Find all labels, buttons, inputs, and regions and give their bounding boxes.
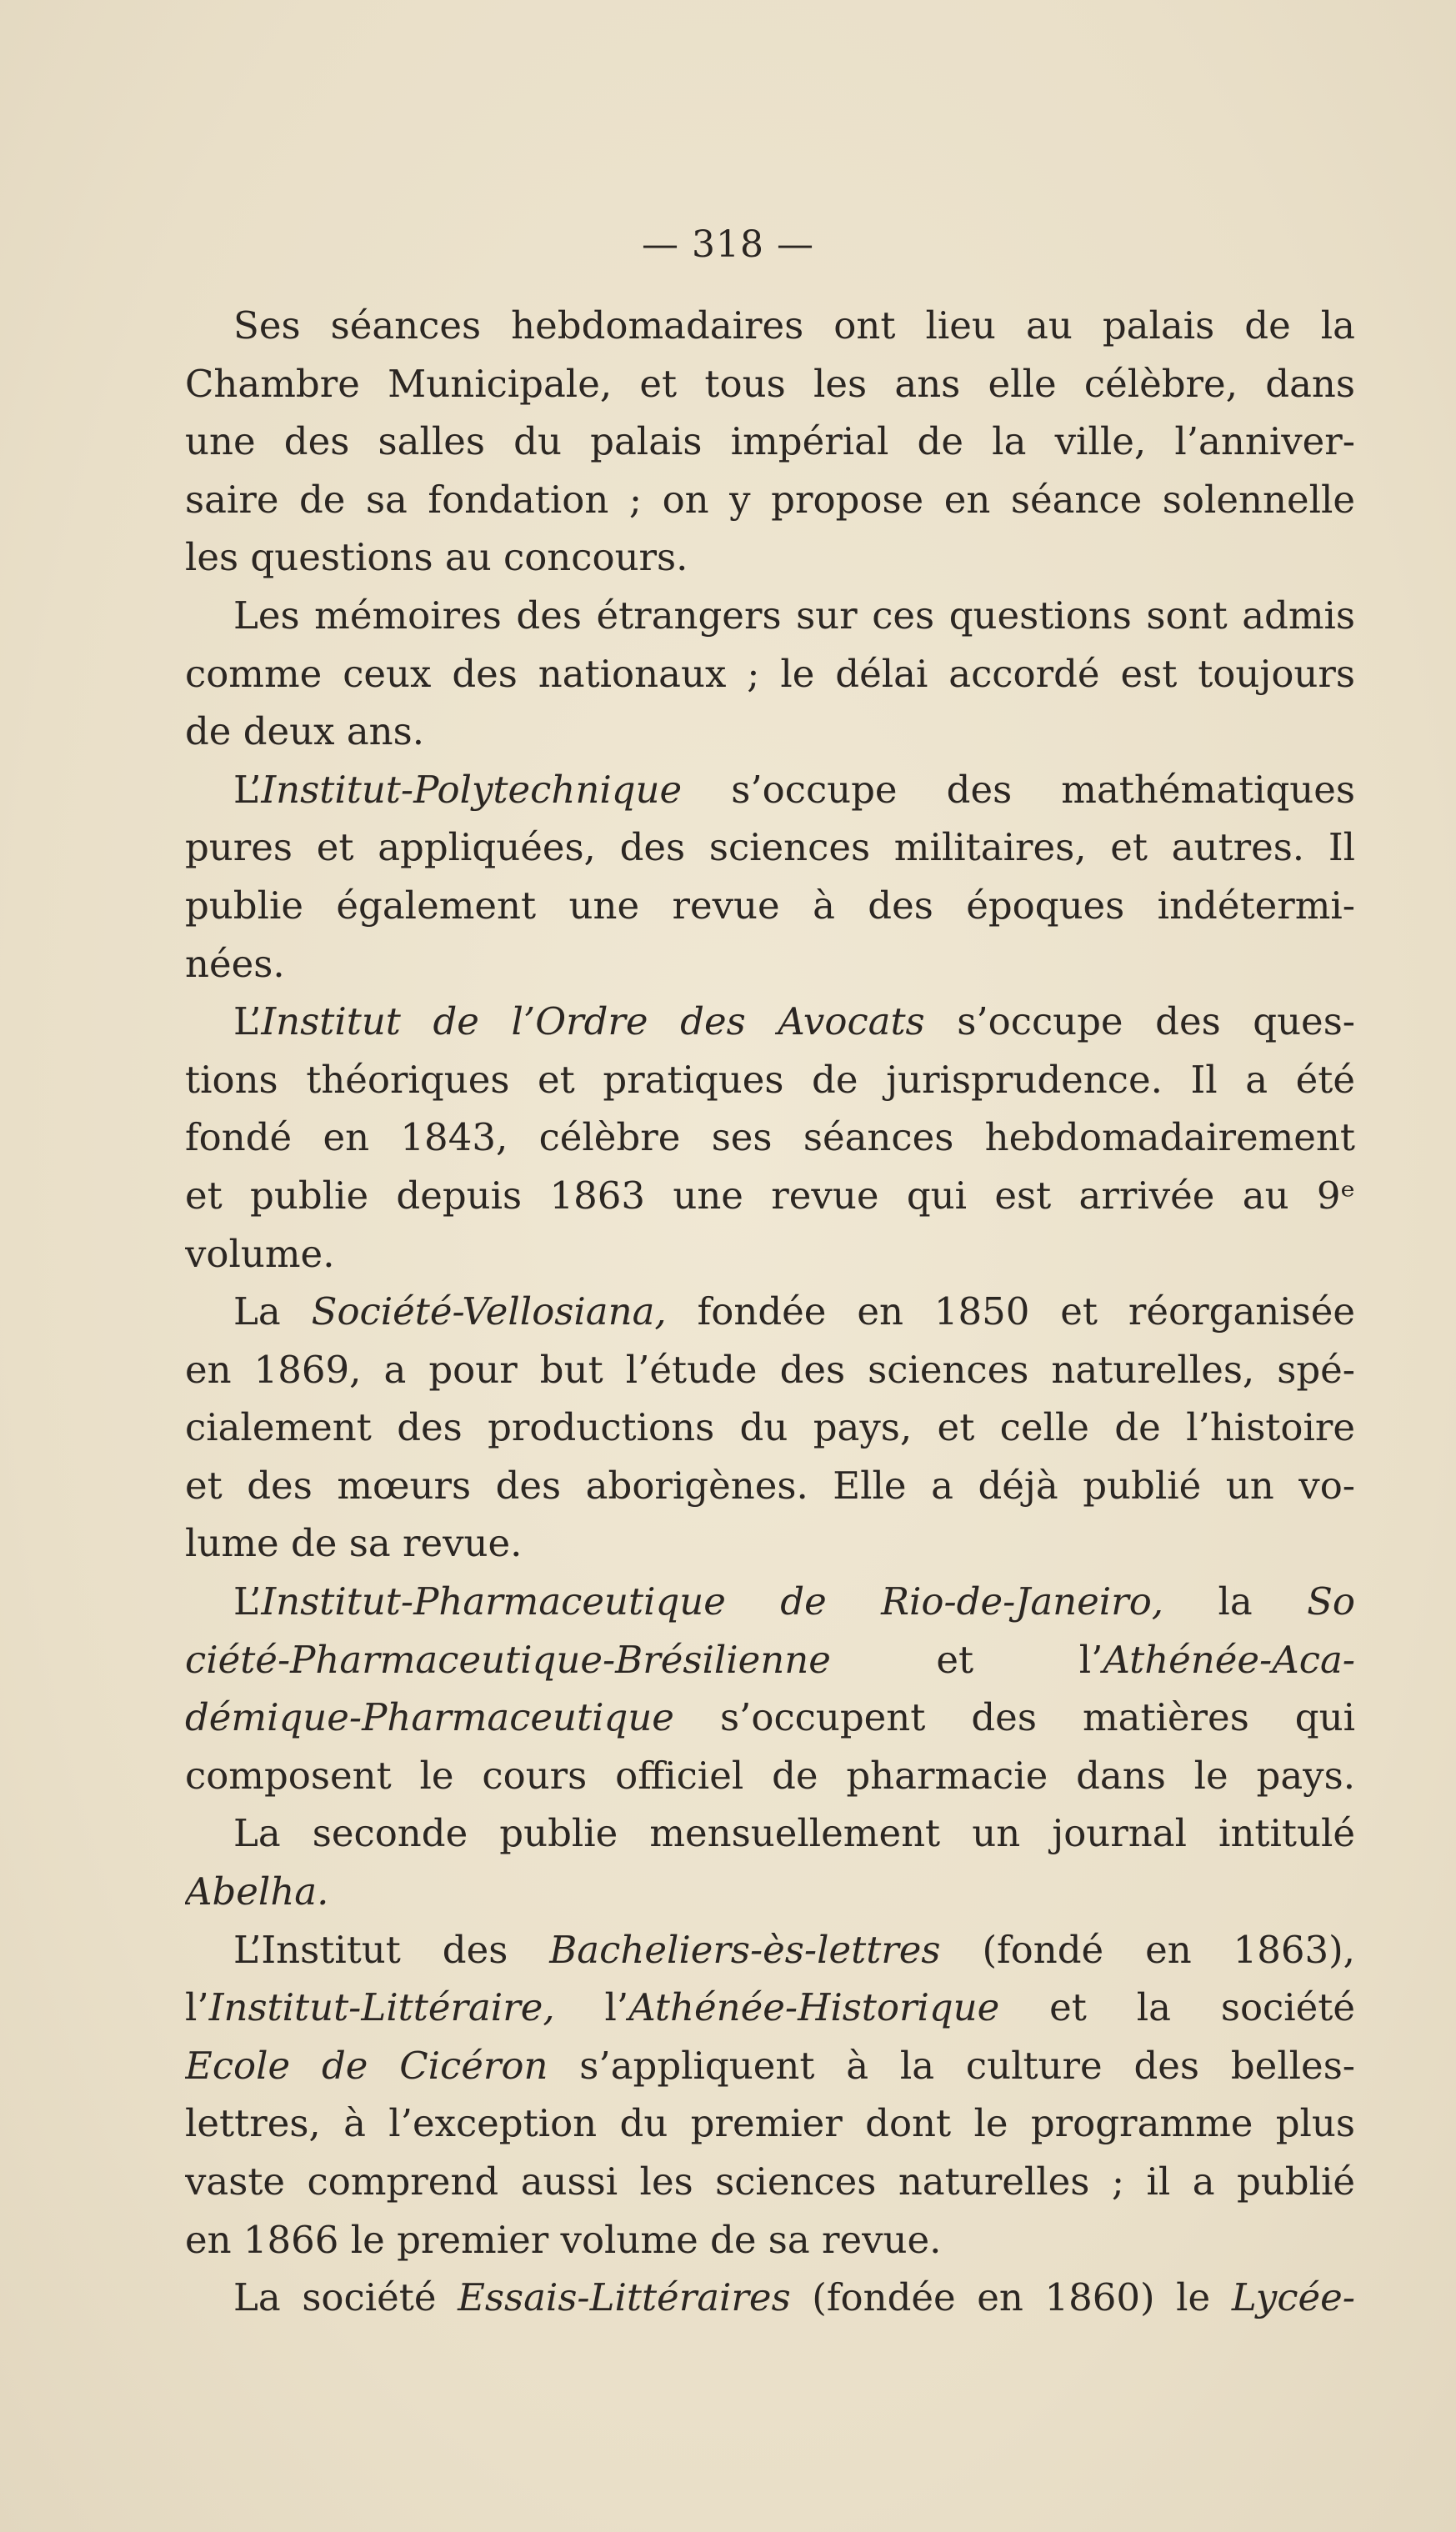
text-segment: La société (233, 2275, 458, 2320)
text-segment: fondé en 1843, célèbre ses séances hebdomadairement (185, 1115, 1355, 1160)
text-segment: Ses séances hebdomadaires ont lieu au palais de la (233, 303, 1355, 348)
text-segment: (fondée en 1860) le (790, 2275, 1232, 2320)
text-line (185, 703, 1355, 761)
text-line (185, 1804, 1355, 1863)
text-line (185, 355, 1355, 413)
text-segment: de deux ans. (185, 709, 425, 754)
italic-text: Abelha. (185, 1869, 329, 1914)
text-line (185, 2269, 1355, 2327)
text-segment: composent le cours officiel de pharmacie dans le pays. (185, 1753, 1355, 1798)
text-segment: La seconde publie mensuellement un journal intitulé (233, 1811, 1355, 1856)
italic-text: Institut-Littéraire, (208, 1985, 555, 2030)
italic-text: Essais-Littéraires (458, 2275, 791, 2320)
text-segment: publie également une revue à des époques indétermi- (185, 883, 1355, 928)
text-line (185, 1457, 1355, 1515)
italic-text: ciété-Pharmaceutique-Brésilienne (185, 1637, 831, 1682)
text-line (185, 1747, 1355, 1805)
text-line (185, 587, 1355, 645)
text-segment: L’ (233, 1579, 262, 1624)
italic-text: So (1307, 1579, 1355, 1624)
text-segment: nées. (185, 941, 285, 986)
italic-text: Institut de l’Ordre des Avocats (261, 999, 925, 1044)
text-segment: et des mœurs des aborigènes. Elle a déjà publié un vo- (185, 1463, 1355, 1508)
text-line (185, 2211, 1355, 2269)
text-line (185, 1341, 1355, 1399)
text-segment: tions théoriques et pratiques de jurisprudence. Il a été (185, 1057, 1355, 1102)
text-segment: L’ (233, 767, 262, 812)
text-line (185, 1979, 1355, 2037)
text-segment: et l’ (830, 1637, 1103, 1682)
text-line (185, 1863, 1355, 1921)
text-segment: l’ (185, 1985, 209, 2030)
text-line (185, 1051, 1355, 1109)
italic-text: Ecole de Cicéron (185, 2043, 548, 2088)
italic-text: Athénée-Aca- (1103, 1637, 1355, 1682)
text-line (185, 2037, 1355, 2095)
text-segment: s’occupe des mathématiques (682, 767, 1355, 812)
text-segment: pures et appliquées, des sciences militaires, et autres. Il (185, 825, 1355, 870)
text-line (185, 645, 1355, 703)
italic-text: Institut-Polytechnique (261, 767, 683, 812)
text-segment: fondée en 1850 et réorganisée (666, 1289, 1355, 1334)
text-line (185, 761, 1355, 819)
text-line (185, 1689, 1355, 1747)
text-segment: lume de sa revue. (185, 1521, 523, 1566)
text-segment: La (233, 1289, 312, 1334)
text-segment: s’occupe des ques- (924, 999, 1355, 1044)
text-line (185, 2153, 1355, 2211)
text-segment: vaste comprend aussi les sciences naturelles ; il a publié (185, 2159, 1355, 2204)
text-line (185, 413, 1355, 471)
text-segment: l’ (554, 1985, 629, 2030)
text-segment: saire de sa fondation ; on y propose en séance solennelle (185, 477, 1355, 522)
text-segment: L’Institut des (233, 1927, 550, 1972)
text-line (185, 1399, 1355, 1457)
italic-text: Bacheliers-ès-lettres (549, 1927, 941, 1972)
body-text (185, 297, 1355, 2327)
text-segment: la (1163, 1579, 1308, 1624)
italic-text: Société-Vellosiana, (311, 1289, 667, 1334)
text-segment: Les mémoires des étrangers sur ces questions sont admis (233, 593, 1355, 638)
italic-text: Athénée-Historique (628, 1985, 1000, 2030)
text-segment: L’ (233, 999, 262, 1044)
text-segment: en 1869, a pour but l’étude des sciences naturelles, spé- (185, 1347, 1355, 1392)
text-line (185, 528, 1355, 587)
text-line (185, 935, 1355, 993)
text-segment: en 1866 le premier volume de sa revue. (185, 2217, 942, 2262)
text-line (185, 297, 1355, 355)
page-number: — 318 — (642, 223, 814, 266)
text-segment: (fondé en 1863), (940, 1927, 1355, 1972)
text-segment: volume. (185, 1231, 335, 1276)
text-line (185, 993, 1355, 1051)
text-line (185, 1921, 1355, 1979)
text-segment: Chambre Municipale, et tous les ans elle célèbre, dans (185, 361, 1355, 406)
text-segment: les questions au concours. (185, 535, 688, 580)
text-line (185, 1573, 1355, 1631)
text-segment: cialement des productions du pays, et celle de l’histoire (185, 1405, 1355, 1450)
text-segment: comme ceux des nationaux ; le délai accordé est toujours (185, 651, 1355, 696)
text-line (185, 471, 1355, 529)
italic-text: Institut-Pharmaceutique de Rio-de-Janeiro, (261, 1579, 1164, 1624)
text-segment: s’occupent des matières qui (673, 1695, 1355, 1740)
text-line (185, 1283, 1355, 1341)
text-line (185, 1514, 1355, 1573)
italic-text: démique-Pharmaceutique (185, 1695, 674, 1740)
text-segment: et la société (999, 1985, 1355, 2030)
text-line (185, 1108, 1355, 1167)
text-line (185, 877, 1355, 935)
text-line (185, 2094, 1355, 2153)
text-segment: lettres, à l’exception du premier dont le programme plus (185, 2101, 1355, 2146)
text-line (185, 1225, 1355, 1284)
text-line (185, 818, 1355, 877)
text-segment: et publie depuis 1863 une revue qui est arrivée au 9ᵉ (185, 1173, 1355, 1218)
text-line (185, 1631, 1355, 1689)
text-segment: s’appliquent à la culture des belles- (548, 2043, 1355, 2088)
text-segment: une des salles du palais impérial de la ville, l’anniver- (185, 419, 1355, 464)
text-line (185, 1167, 1355, 1225)
italic-text: Lycée- (1231, 2275, 1355, 2320)
